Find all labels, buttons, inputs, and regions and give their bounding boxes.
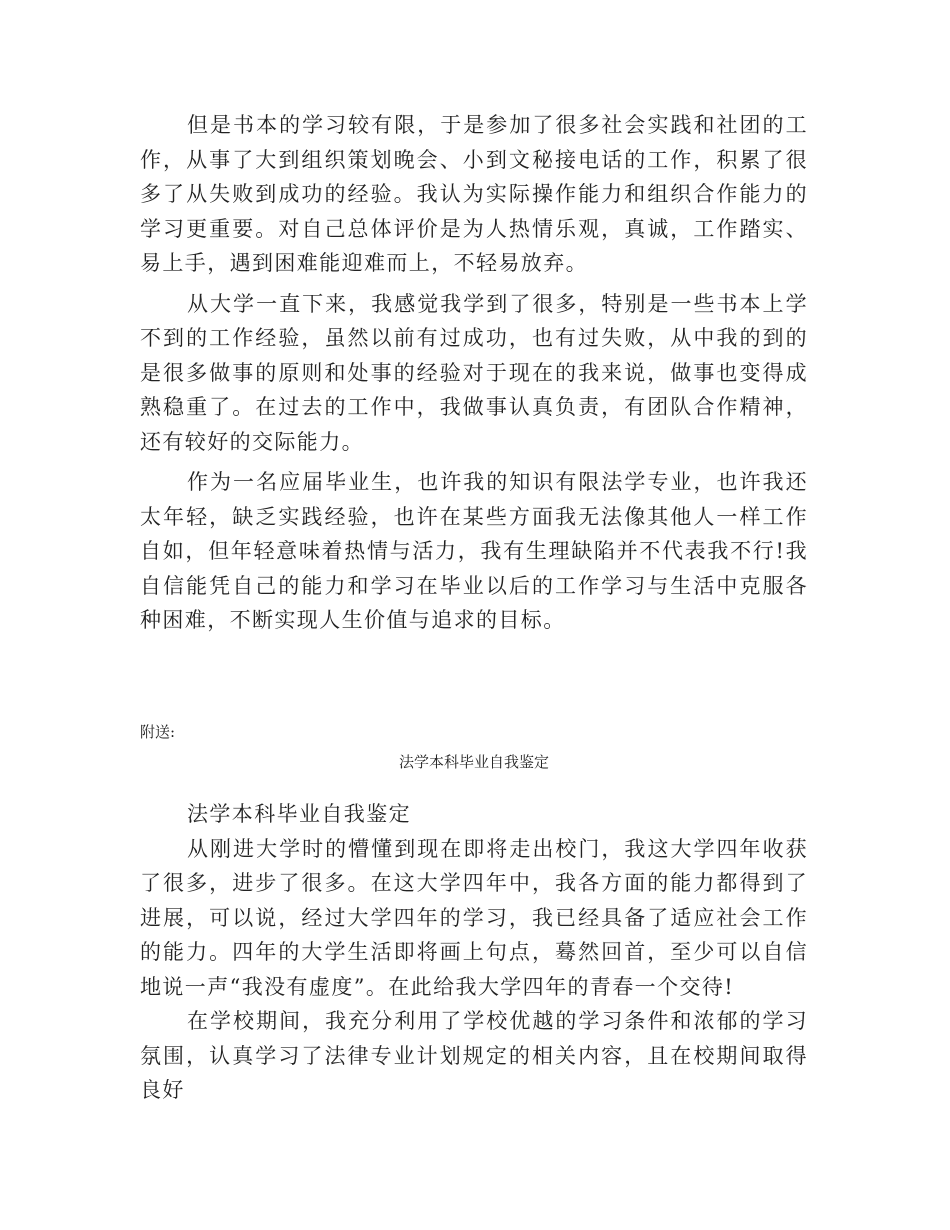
body-paragraph-3: 作为一名应届毕业生，也许我的知识有限法学专业，也许我还太年轻，缺乏实践经验，也许在某些方面我无法像其他人一样工作自如，但年轻意味着热情与活力，我有生理缺陷并不代表我不行!我自信能凭自己的能力和学习在毕业以后的工作学习与生活中克服各种困难，不断实现人生价值与追求的目标。: [140, 470, 808, 632]
appendix-paragraph-1: 从刚进大学时的懵懂到现在即将走出校门，我这大学四年收获了很多，进步了很多。在这大学四年中，我各方面的能力都得到了进展，可以说，经过大学四年的学习，我已经具备了适应社会工作的能力。四年的大学生活即将画上句点，蓦然回首，至少可以自信地说一声“我没有虚度”。在此给我大学四年的青春一个交待!: [140, 836, 808, 999]
appendix-heading: 法学本科毕业自我鉴定: [187, 802, 411, 826]
appendix-body: [140, 797, 808, 1108]
body-paragraph-2: 从大学一直下来，我感觉我学到了很多，特别是一些书本上学不到的工作经验，虽然以前有过成功，也有过失败，从中我的到的是很多做事的原则和处事的经验对于现在的我来说，做事也变得成熟稳重了。在过去的工作中，我做事认真负责，有团队合作精神，还有较好的交际能力。: [140, 291, 808, 454]
appendix-paragraph-2: 在学校期间，我充分利用了学校优越的学习条件和浓郁的学习氛围，认真学习了法律专业计划规定的相关内容，且在校期间取得良好: [140, 1009, 808, 1102]
appendix-title: 法学本科毕业自我鉴定: [398, 753, 549, 771]
appendix-label: 附送:: [140, 723, 176, 741]
body-paragraph-1: 但是书本的学习较有限，于是参加了很多社会实践和社团的工作，从事了大到组织策划晚会、小到文秘接电话的工作，积累了很多了从失败到成功的经验。我认为实际操作能力和组织合作能力的学习更重要。对自己总体评价是为人热情乐观，真诚，工作踏实、易上手，遇到困难能迎难而上，不轻易放弃。: [140, 113, 808, 275]
document-body: [140, 108, 808, 644]
